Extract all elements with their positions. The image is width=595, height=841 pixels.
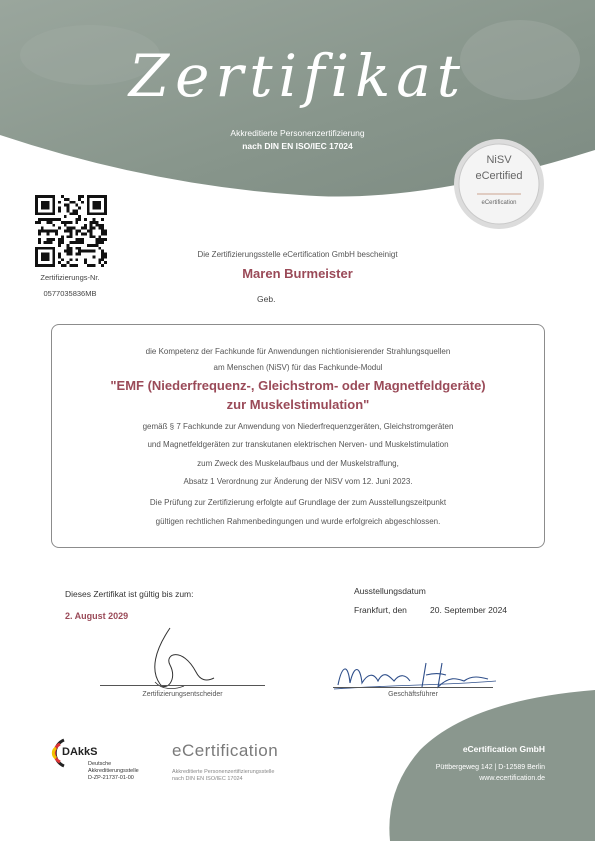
competence-line-1: die Kompetenz der Fachkunde für Anwendungen nichtionisierender Strahlungsquellen <box>145 347 451 356</box>
signature-right <box>330 655 500 695</box>
issue-date-label: Ausstellungsdatum <box>354 586 426 596</box>
competence-line-2: am Menschen (NiSV) für das Fachkunde-Modul <box>213 363 383 372</box>
company-website[interactable]: www.ecertification.de <box>479 775 545 782</box>
header-subtitle-2: nach DIN EN ISO/IEC 17024 <box>242 141 353 151</box>
ecertification-subline-2: nach DIN EN ISO/IEC 17024 <box>172 776 243 782</box>
detail-line-1: gemäß § 7 Fachkunde zur Anwendung von Niederfrequenzgeräten, Gleichstromgeräten <box>142 422 454 431</box>
detail-line-4: Absatz 1 Verordnung zur Änderung der NiSV vom 12. Juni 2023. <box>183 477 413 486</box>
validity-date: 2. August 2029 <box>65 611 129 621</box>
certificate-number-label: Zertifizierungs-Nr. <box>40 273 100 282</box>
nisv-seal-badge <box>453 138 545 230</box>
issue-place: Frankfurt, den <box>354 605 407 615</box>
signature-line-right <box>333 687 493 688</box>
issue-date: 20. September 2024 <box>430 605 508 615</box>
certificate-number-value: 0577035836MB <box>43 289 97 298</box>
ecertification-logo: eCertification <box>172 741 279 760</box>
seal-line-2: eCertified <box>475 170 523 182</box>
exam-line-2: gültigen rechtlichen Rahmenbedingungen und wurde erfolgreich abgeschlossen. <box>155 517 441 526</box>
signature-line-left <box>100 685 265 686</box>
detail-line-3: zum Zweck des Muskelaufbaus und der Muskelstraffung, <box>197 459 399 468</box>
dakks-line-3: D-ZP-21737-01-00 <box>88 775 134 781</box>
detail-line-2: und Magnetfeldgeräten zur transkutanen elektrischen Nerven- und Muskelstimulation <box>147 440 449 449</box>
module-title-line-2: zur Muskelstimulation" <box>226 397 370 412</box>
issuer-statement: Die Zertifizierungsstelle eCertification GmbH bescheinigt <box>197 250 398 259</box>
seal-line-1: NiSV <box>486 154 512 166</box>
signature-left <box>100 620 260 695</box>
seal-brand: eCertification <box>481 200 517 206</box>
company-address: Püttbergeweg 142 | D-12589 Berlin <box>435 764 545 771</box>
dakks-line-2: Akkreditierungsstelle <box>88 768 139 774</box>
validity-label: Dieses Zertifikat ist gültig bis zum: <box>65 589 194 599</box>
signature-caption-right: Geschäftsführer <box>388 691 438 698</box>
certificate-title: Zertifikat <box>128 42 467 110</box>
dakks-logo-text: DAkkS <box>62 746 98 758</box>
signature-caption-left: Zertifizierungsentscheider <box>142 691 223 698</box>
header-subtitle-1: Akkreditierte Personenzertifizierung <box>230 128 365 138</box>
module-title-line-1: "EMF (Niederfrequenz-, Gleichstrom- oder Magnetfeldgeräte) <box>110 378 486 393</box>
dakks-line-1: Deutsche <box>88 761 112 767</box>
ecertification-subline-1: Akkreditierte Personenzertifizierungsstelle <box>172 769 275 775</box>
exam-line-1: Die Prüfung zur Zertifizierung erfolgte auf Grundlage der zum Ausstellungszeitpunkt <box>149 498 447 507</box>
birth-label: Geb. <box>257 294 276 304</box>
competence-box <box>51 324 545 548</box>
company-name: eCertification GmbH <box>462 744 545 754</box>
recipient-name: Maren Burmeister <box>242 266 353 281</box>
